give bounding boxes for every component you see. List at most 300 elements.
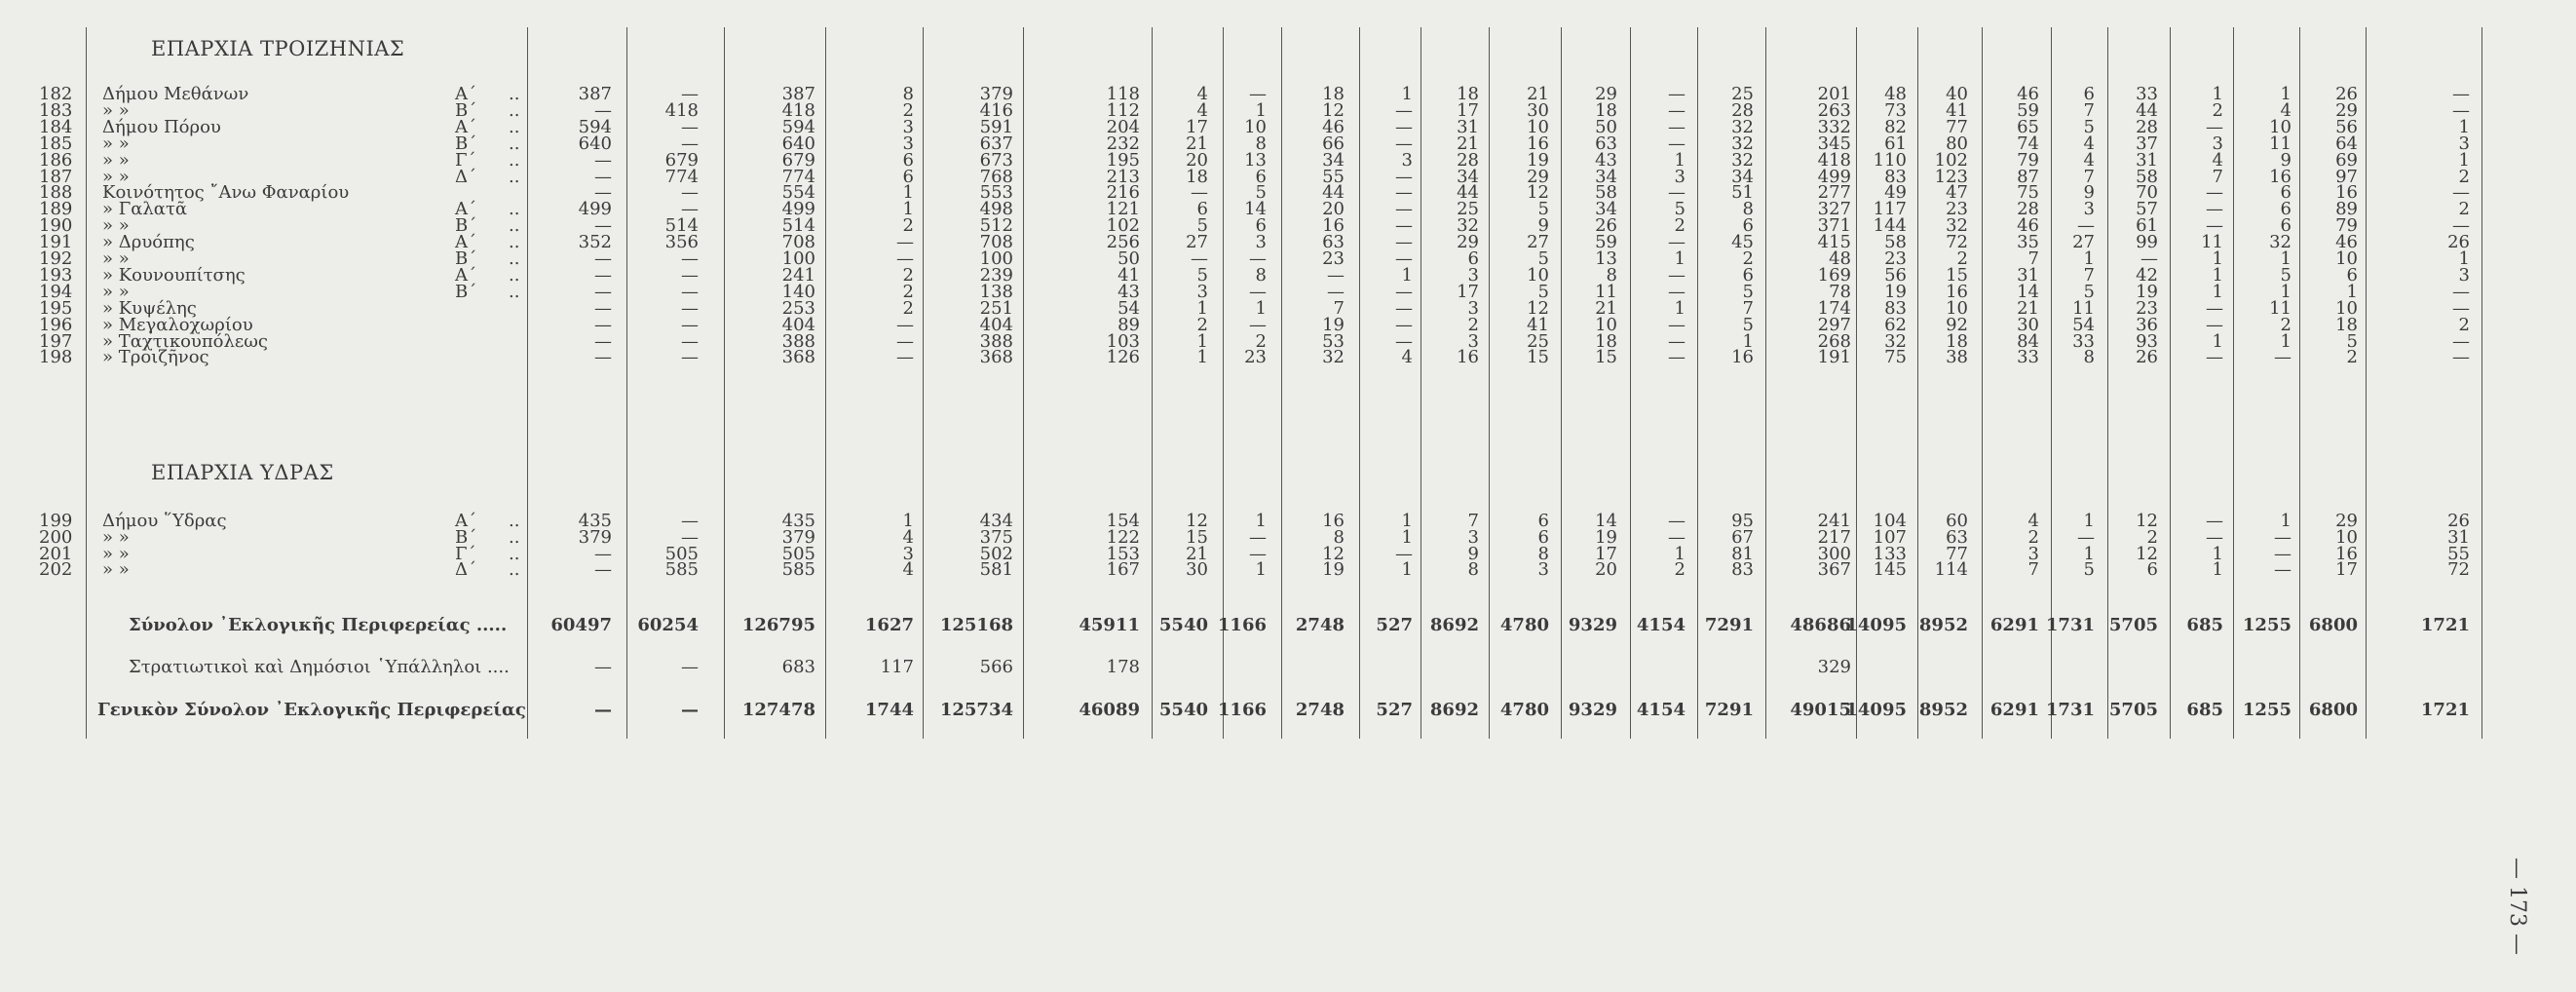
row-number: 198: [39, 347, 73, 368]
summary-cell: 126795: [741, 615, 815, 635]
summary-cell: 4780: [1499, 700, 1549, 720]
table-cell: 167: [1106, 559, 1140, 581]
table-cell: 21: [2017, 297, 2039, 319]
summary-cell: 60497: [550, 615, 612, 635]
table-cell: —: [1327, 281, 1345, 302]
table-cell: 1: [902, 182, 914, 204]
table-cell: 297: [1817, 314, 1851, 335]
leader-dots: ..: [509, 232, 520, 253]
table-cell: 7: [2083, 166, 2095, 187]
table-cell: 11: [2072, 297, 2095, 319]
table-cell: 191: [1817, 347, 1851, 368]
row-label: » »: [102, 149, 130, 171]
table-cell: 585: [664, 559, 699, 581]
table-cell: 5: [1742, 314, 1754, 335]
row-number: 192: [39, 248, 73, 269]
table-cell: 434: [979, 511, 1013, 531]
table-cell: —: [2274, 559, 2292, 581]
table-cell: 56: [2335, 116, 2358, 137]
table-cell: —: [681, 526, 699, 548]
table-cell: 7: [2027, 248, 2039, 269]
table-cell: 28: [2017, 199, 2039, 220]
row-label: » Τροιζῆνος: [102, 347, 209, 368]
table-cell: —: [1668, 281, 1686, 302]
table-cell: 89: [2335, 199, 2358, 220]
table-cell: 6: [1196, 199, 1208, 220]
summary-cell: 1166: [1217, 615, 1267, 635]
table-cell: 36: [2136, 314, 2158, 335]
row-label: » »: [102, 215, 130, 237]
table-cell: 31: [2017, 264, 2039, 286]
table-cell: —: [2206, 526, 2223, 548]
table-cell: 11: [2269, 297, 2292, 319]
table-cell: 34: [1457, 166, 1479, 187]
row-label: » »: [102, 526, 130, 548]
table-cell: 16: [1322, 215, 1345, 237]
table-cell: 4: [902, 526, 914, 548]
table-cell: 59: [2017, 99, 2039, 121]
table-cell: 3: [1537, 559, 1549, 581]
table-cell: 3: [2083, 199, 2095, 220]
table-cell: 435: [781, 511, 815, 531]
table-cell: —: [1395, 281, 1413, 302]
table-cell: 20: [1186, 149, 1208, 171]
table-cell: 75: [1884, 347, 1907, 368]
table-cell: 1: [2212, 84, 2223, 104]
table-cell: —: [1395, 133, 1413, 154]
table-cell: 5: [2280, 264, 2292, 286]
row-number: 189: [39, 199, 73, 220]
table-cell: 27: [2072, 232, 2095, 253]
table-cell: 18: [1457, 84, 1479, 104]
table-cell: 31: [2136, 149, 2158, 171]
table-cell: —: [594, 264, 612, 286]
table-cell: 55: [2447, 543, 2470, 564]
table-cell: 216: [1106, 182, 1140, 204]
table-cell: 9: [1467, 543, 1479, 564]
table-cell: —: [681, 314, 699, 335]
table-cell: 12: [1186, 511, 1208, 531]
table-cell: 2: [1674, 559, 1686, 581]
table-cell: 93: [2136, 330, 2158, 352]
table-cell: 553: [979, 182, 1013, 204]
table-cell: 5: [1196, 215, 1208, 237]
table-cell: 1: [2083, 248, 2095, 269]
table-cell: 3: [902, 116, 914, 137]
table-cell: —: [594, 297, 612, 319]
table-cell: —: [1191, 248, 1208, 269]
table-cell: 213: [1106, 166, 1140, 187]
section-letter: Α΄: [455, 232, 476, 253]
table-cell: 5: [2346, 330, 2358, 352]
table-cell: —: [2274, 526, 2292, 548]
table-cell: —: [1668, 347, 1686, 368]
summary-cell: 7291: [1704, 700, 1754, 720]
table-cell: 40: [1946, 84, 1968, 104]
table-cell: 418: [781, 99, 815, 121]
table-cell: —: [1395, 199, 1413, 220]
row-number: 202: [39, 559, 73, 581]
leader-dots: ..: [509, 215, 520, 237]
summary-cell: 1731: [2045, 615, 2095, 635]
table-cell: 8: [1742, 199, 1754, 220]
leader-dots: ..: [509, 116, 520, 137]
table-cell: 201: [1817, 84, 1851, 104]
table-cell: 375: [979, 526, 1013, 548]
table-cell: 7: [2083, 264, 2095, 286]
section-letter: Β΄: [455, 99, 477, 121]
table-cell: 1: [902, 199, 914, 220]
row-label: » »: [102, 99, 130, 121]
table-cell: 6: [1467, 248, 1479, 269]
table-cell: 32: [1457, 215, 1479, 237]
table-cell: 6: [1537, 526, 1549, 548]
leader-dots: ..: [509, 248, 520, 269]
table-cell: 6: [2083, 84, 2095, 104]
table-cell: 2: [902, 281, 914, 302]
table-cell: —: [1249, 314, 1267, 335]
table-cell: 34: [1595, 199, 1617, 220]
table-cell: 387: [781, 84, 815, 104]
table-cell: 3: [902, 543, 914, 564]
table-cell: 2: [2458, 166, 2470, 187]
section-letter: Δ΄: [455, 166, 476, 187]
leader-dots: ..: [509, 526, 520, 548]
table-cell: 10: [1527, 116, 1549, 137]
leader-dots: ..: [509, 133, 520, 154]
row-number: 182: [39, 84, 73, 104]
table-cell: 26: [2335, 84, 2358, 104]
table-cell: 2: [1467, 314, 1479, 335]
table-cell: 17: [1457, 281, 1479, 302]
table-cell: 2: [2212, 99, 2223, 121]
table-cell: 14: [2017, 281, 2039, 302]
summary-cell: —: [681, 657, 699, 677]
table-cell: 277: [1817, 182, 1851, 204]
table-cell: 16: [1457, 347, 1479, 368]
table-cell: 114: [1934, 559, 1968, 581]
table-cell: 54: [1118, 297, 1140, 319]
table-cell: 514: [781, 215, 815, 237]
summary-cell: 45911: [1079, 615, 1140, 635]
table-cell: 241: [781, 264, 815, 286]
table-cell: 121: [1106, 199, 1140, 220]
table-cell: 332: [1817, 116, 1851, 137]
table-cell: 2: [2458, 314, 2470, 335]
table-cell: 10: [1244, 116, 1267, 137]
table-cell: —: [594, 149, 612, 171]
table-cell: 708: [979, 232, 1013, 253]
table-cell: 3: [1467, 297, 1479, 319]
table-cell: 58: [1884, 232, 1907, 253]
table-cell: 1: [2458, 116, 2470, 137]
section-letter: Α΄: [455, 84, 476, 104]
table-cell: 169: [1817, 264, 1851, 286]
table-cell: —: [594, 99, 612, 121]
table-cell: 2: [2346, 347, 2358, 368]
table-cell: 29: [2335, 511, 2358, 531]
table-cell: 18: [1595, 330, 1617, 352]
table-cell: 83: [1884, 297, 1907, 319]
table-cell: —: [896, 248, 914, 269]
summary-cell: 117: [880, 657, 914, 677]
table-cell: 1: [1255, 511, 1267, 531]
table-cell: 10: [1595, 314, 1617, 335]
table-cell: 63: [1946, 526, 1968, 548]
table-cell: 499: [781, 199, 815, 220]
table-cell: 33: [2017, 347, 2039, 368]
table-cell: 58: [1595, 182, 1617, 204]
row-label: » Δρυόπης: [102, 232, 195, 253]
table-cell: 32: [1731, 149, 1754, 171]
table-cell: —: [1395, 248, 1413, 269]
table-cell: —: [1395, 297, 1413, 319]
table-cell: 594: [578, 116, 612, 137]
table-cell: 4: [2212, 149, 2223, 171]
table-cell: 6: [902, 166, 914, 187]
table-cell: 32: [1946, 215, 1968, 237]
row-number: 183: [39, 99, 73, 121]
row-number: 190: [39, 215, 73, 237]
row-number: 196: [39, 314, 73, 335]
table-cell: —: [1249, 248, 1267, 269]
table-cell: 57: [2136, 199, 2158, 220]
section-letter: Β΄: [455, 215, 477, 237]
summary-cell: 527: [1376, 700, 1413, 720]
summary-cell: 329: [1817, 657, 1851, 677]
table-cell: 80: [1946, 133, 1968, 154]
table-cell: 41: [1118, 264, 1140, 286]
table-cell: 2: [1255, 330, 1267, 352]
leader-dots: ..: [509, 559, 520, 581]
table-cell: 33: [2072, 330, 2095, 352]
table-cell: 2: [2146, 526, 2158, 548]
table-cell: 122: [1106, 526, 1140, 548]
table-cell: —: [2452, 84, 2470, 104]
table-cell: 4: [2027, 511, 2039, 531]
table-cell: —: [1395, 314, 1413, 335]
table-cell: —: [594, 330, 612, 352]
table-cell: 154: [1106, 511, 1140, 531]
column-rule: [1023, 27, 1024, 739]
table-cell: 26: [2136, 347, 2158, 368]
table-cell: 1: [2212, 559, 2223, 581]
table-cell: —: [2206, 116, 2223, 137]
summary-cell: 1744: [864, 700, 914, 720]
table-cell: 3: [1255, 232, 1267, 253]
summary-cell: 8692: [1429, 615, 1479, 635]
table-cell: —: [2077, 215, 2095, 237]
table-cell: 61: [1884, 133, 1907, 154]
table-cell: 251: [979, 297, 1013, 319]
summary-cell: 4154: [1636, 615, 1686, 635]
table-cell: 28: [1457, 149, 1479, 171]
table-cell: 73: [1884, 99, 1907, 121]
table-cell: 14: [1595, 511, 1617, 531]
table-cell: 256: [1106, 232, 1140, 253]
table-cell: 1: [2280, 84, 2292, 104]
table-cell: —: [2274, 347, 2292, 368]
table-cell: —: [1191, 182, 1208, 204]
table-cell: —: [1668, 314, 1686, 335]
row-number: 199: [39, 511, 73, 531]
table-cell: 1: [1674, 248, 1686, 269]
section-letter: Γ΄: [455, 543, 476, 564]
summary-cell: 566: [979, 657, 1013, 677]
table-cell: —: [594, 314, 612, 335]
section-letter: Β΄: [455, 133, 477, 154]
table-cell: 72: [1946, 232, 1968, 253]
table-cell: 8: [1537, 543, 1549, 564]
table-cell: 60: [1946, 511, 1968, 531]
table-cell: 8: [1255, 264, 1267, 286]
table-cell: 232: [1106, 133, 1140, 154]
table-cell: 29: [1457, 232, 1479, 253]
table-cell: 18: [1322, 84, 1345, 104]
table-cell: 4: [1196, 84, 1208, 104]
table-cell: 2: [1196, 314, 1208, 335]
table-cell: 7: [1742, 297, 1754, 319]
summary-cell: 48686: [1790, 615, 1851, 635]
table-cell: 505: [781, 543, 815, 564]
table-cell: 54: [2072, 314, 2095, 335]
row-number: 191: [39, 232, 73, 253]
table-cell: 404: [781, 314, 815, 335]
table-cell: 6: [1255, 215, 1267, 237]
table-cell: —: [681, 133, 699, 154]
column-rule: [923, 27, 924, 739]
summary-cell: 1255: [2242, 615, 2292, 635]
column-rule: [724, 27, 725, 739]
table-cell: 435: [578, 511, 612, 531]
table-cell: 3: [2027, 543, 2039, 564]
table-cell: 140: [781, 281, 815, 302]
section-letter: Α΄: [455, 264, 476, 286]
summary-cell: 5540: [1158, 615, 1208, 635]
table-cell: 5: [1742, 281, 1754, 302]
table-cell: 1: [1401, 526, 1413, 548]
table-cell: —: [2206, 297, 2223, 319]
table-cell: 1: [1401, 559, 1413, 581]
summary-cell: 8692: [1429, 700, 1479, 720]
table-cell: 100: [781, 248, 815, 269]
table-cell: 4: [1196, 99, 1208, 121]
table-cell: 15: [1946, 264, 1968, 286]
table-cell: 20: [1322, 199, 1345, 220]
summary-cell: 8952: [1918, 615, 1968, 635]
summary-cell: 125734: [939, 700, 1013, 720]
table-cell: —: [1668, 182, 1686, 204]
table-cell: 110: [1873, 149, 1907, 171]
table-cell: 1: [1401, 264, 1413, 286]
table-cell: 102: [1106, 215, 1140, 237]
row-number: 200: [39, 526, 73, 548]
summary-cell: 527: [1376, 615, 1413, 635]
table-cell: 83: [1731, 559, 1754, 581]
table-cell: 4: [2280, 99, 2292, 121]
summary-cell: 5705: [2108, 700, 2158, 720]
table-cell: 77: [1946, 116, 1968, 137]
summary-cell: —: [594, 700, 612, 720]
table-cell: 25: [1457, 199, 1479, 220]
summary-cell: 1166: [1217, 700, 1267, 720]
column-rule: [2366, 27, 2367, 739]
table-cell: 16: [2335, 182, 2358, 204]
table-cell: 26: [1595, 215, 1617, 237]
table-cell: 17: [2335, 559, 2358, 581]
summary-cell: 178: [1106, 657, 1140, 677]
table-cell: 5: [1537, 248, 1549, 269]
summary-cell: 2748: [1295, 615, 1345, 635]
table-cell: —: [594, 281, 612, 302]
table-cell: 29: [1595, 84, 1617, 104]
row-label: Κοινότητος ῎Ανω Φαναρίου: [102, 182, 350, 204]
summary-cell: 6291: [1989, 700, 2039, 720]
table-cell: —: [1395, 330, 1413, 352]
table-cell: 1: [1255, 559, 1267, 581]
summary-cell: 8952: [1918, 700, 1968, 720]
summary-cell: 14095: [1845, 615, 1907, 635]
table-cell: 43: [1118, 281, 1140, 302]
table-cell: 12: [2136, 543, 2158, 564]
table-cell: 138: [979, 281, 1013, 302]
summary-cell: 60254: [637, 615, 699, 635]
table-cell: 66: [1322, 133, 1345, 154]
table-cell: 502: [979, 543, 1013, 564]
table-cell: 41: [1527, 314, 1549, 335]
table-cell: 6: [2346, 264, 2358, 286]
row-label: » Κυψέλης: [102, 297, 197, 319]
table-cell: 95: [1731, 511, 1754, 531]
table-cell: 388: [781, 330, 815, 352]
table-cell: 1: [1674, 149, 1686, 171]
section-letter: Δ΄: [455, 559, 476, 581]
table-cell: 241: [1817, 511, 1851, 531]
row-number: 187: [39, 166, 73, 187]
table-cell: 112: [1106, 99, 1140, 121]
table-cell: 4: [1401, 347, 1413, 368]
table-cell: —: [594, 166, 612, 187]
table-cell: 49: [1884, 182, 1907, 204]
table-cell: 5: [1196, 264, 1208, 286]
column-rule: [86, 27, 87, 739]
table-cell: 1: [2280, 511, 2292, 531]
row-number: 194: [39, 281, 73, 302]
table-cell: 84: [2017, 330, 2039, 352]
table-cell: 30: [1527, 99, 1549, 121]
table-cell: 77: [1946, 543, 1968, 564]
leader-dots: ..: [509, 543, 520, 564]
row-label: » »: [102, 166, 130, 187]
table-cell: 708: [781, 232, 815, 253]
table-cell: 8: [902, 84, 914, 104]
summary-label: Στρατιωτικοὶ καὶ Δημόσιοι ῾Υπάλληλοι ....: [129, 657, 510, 677]
table-cell: 99: [2136, 232, 2158, 253]
table-cell: 10: [1946, 297, 1968, 319]
table-cell: 46: [2017, 84, 2039, 104]
table-cell: 12: [1322, 543, 1345, 564]
table-cell: 1: [2212, 543, 2223, 564]
table-cell: 1: [2280, 330, 2292, 352]
table-cell: —: [1249, 84, 1267, 104]
table-cell: —: [1668, 526, 1686, 548]
table-cell: 31: [1457, 116, 1479, 137]
table-cell: 5: [2083, 116, 2095, 137]
table-cell: —: [2452, 330, 2470, 352]
table-cell: 45: [1731, 232, 1754, 253]
table-cell: 133: [1873, 543, 1907, 564]
table-cell: —: [681, 347, 699, 368]
